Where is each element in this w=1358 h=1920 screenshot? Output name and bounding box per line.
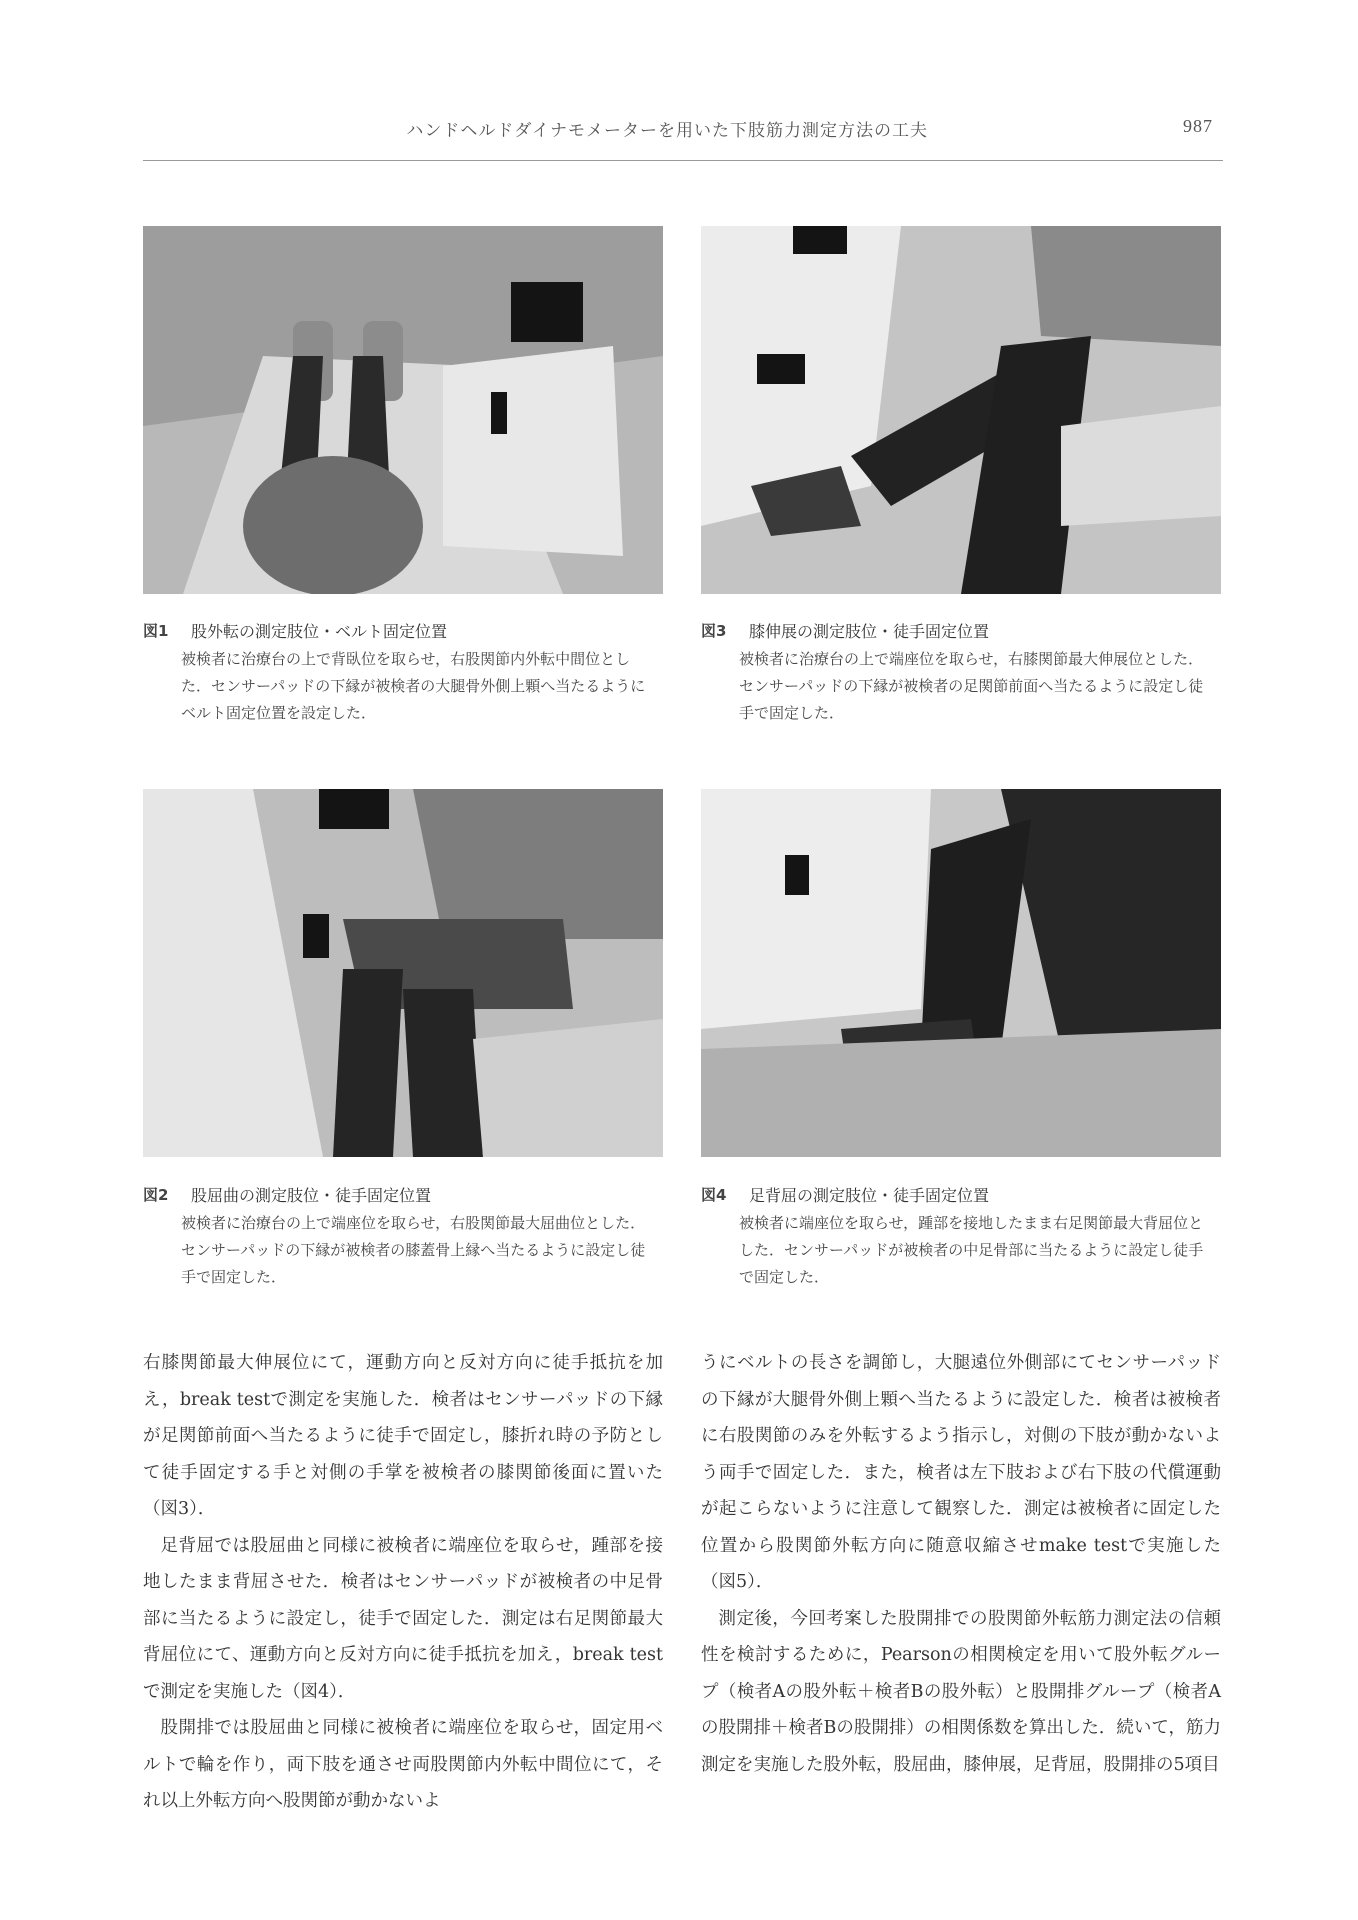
figure-1-title: 股外転の測定肢位・ベルト固定位置: [191, 622, 448, 641]
figure-1-photo: [143, 226, 663, 594]
running-head: [0, 116, 1358, 146]
figure-4-label: 図4: [701, 1186, 727, 1204]
figure-3-photo: [701, 226, 1221, 594]
running-title: ハンドヘルドダイナモメーターを用いた下肢筋力測定方法の工夫: [406, 121, 928, 141]
page-number: 987: [1183, 116, 1213, 136]
figure-3-title: 膝伸展の測定肢位・徒手固定位置: [749, 622, 990, 641]
body-column-left: [143, 1345, 663, 1820]
figure-4-title: 足背屈の測定肢位・徒手固定位置: [749, 1186, 990, 1205]
figure-4-caption: [701, 1182, 1221, 1292]
figure-3-caption: [701, 618, 1221, 728]
figure-2-label: 図2: [143, 1186, 169, 1204]
figure-1-label: 図1: [143, 622, 169, 640]
figure-1-description: 被検者に治療台の上で背臥位を取らせ，右股関節内外転中間位とした．センサーパッドの下縁が被検者の大腿骨外側上顆へ当たるようにベルト固定位置を設定した．: [181, 650, 646, 722]
figure-3-description: 被検者に治療台の上で端座位を取らせ，右膝関節最大伸展位とした．センサーパッドの下縁が被検者の足関節前面へ当たるように設定し徒手で固定した．: [739, 650, 1204, 722]
body-paragraph: 股開排では股屈曲と同様に被検者に端座位を取らせ，固定用ベルトで輪を作り，両下肢を通させ両股関節内外転中間位にて，それ以上外転方向へ股関節が動かないよ: [143, 1718, 663, 1811]
figure-1-caption: [143, 618, 663, 728]
figure-2-title: 股屈曲の測定肢位・徒手固定位置: [191, 1186, 432, 1205]
header-rule: [143, 160, 1223, 161]
figure-2-photo: [143, 789, 663, 1157]
figure-3-label: 図3: [701, 622, 727, 640]
body-paragraph: 右膝関節最大伸展位にて，運動方向と反対方向に徒手抵抗を加え，break testで測定を実施した．検者はセンサーパッドの下縁が足関節前面へ当たるように徒手で固定し，膝折れ時の予防として徒手固定する手と対側の手掌を被検者の膝関節後面に置いた（図3）．: [143, 1353, 663, 1519]
body-paragraph: 測定後，今回考案した股開排での股関節外転筋力測定法の信頼性を検討するために，Pearsonの相関検定を用いて股外転グループ（検者Aの股外転＋検者Bの股外転）と股開排グループ（検者Aの股開排＋検者Bの股開排）の相関係数を算出した．続いて，筋力測定を実施した股外転，股屈曲，膝伸展，足背屈，股開排の5項目: [701, 1608, 1222, 1775]
body-paragraph: 足背屈では股屈曲と同様に被検者に端座位を取らせ，踵部を接地したまま背屈させた．検者はセンサーパッドが被検者の中足骨部に当たるように設定し，徒手で固定した．測定は右足関節最大背屈位にて、運動方向と反対方向に徒手抵抗を加え，break testで測定を実施した（図4）．: [143, 1535, 663, 1702]
body-paragraph: うにベルトの長さを調節し，大腿遠位外側部にてセンサーパッドの下縁が大腿骨外側上顆へ当たるように設定した．検者は被検者に右股関節のみを外転するよう指示し，対側の下肢が動かないよう両手で固定した．また，検者は左下肢および右下肢の代償運動が起こらないように注意して観察した．測定は被検者に固定した位置から股関節外転方向に随意収縮させmake testで実施した（図5）．: [701, 1353, 1221, 1592]
body-column-right: [701, 1345, 1221, 1783]
figure-2-caption: [143, 1182, 663, 1292]
figure-4-description: 被検者に端座位を取らせ，踵部を接地したまま右足関節最大背屈位とした．センサーパッドが被検者の中足骨部に当たるように設定し徒手で固定した．: [739, 1214, 1204, 1286]
figure-2-description: 被検者に治療台の上で端座位を取らせ，右股関節最大屈曲位とした．センサーパッドの下縁が被検者の膝蓋骨上縁へ当たるように設定し徒手で固定した．: [181, 1214, 646, 1286]
figure-4-photo: [701, 789, 1221, 1157]
